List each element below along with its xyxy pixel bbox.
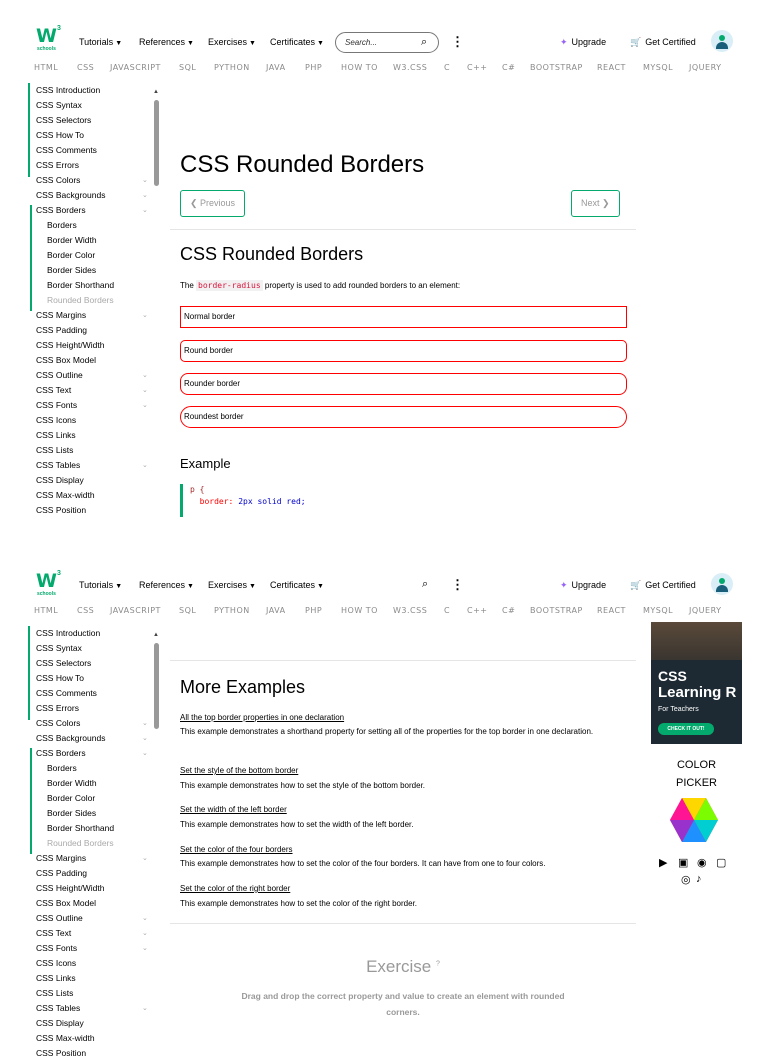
- example-link[interactable]: Set the style of the bottom border: [180, 766, 299, 775]
- sidebar-item[interactable]: CSS Height/Width: [36, 883, 105, 893]
- example-description: This example demonstrates how to set the color of the right border.: [180, 899, 418, 908]
- menu-certificates[interactable]: [270, 580, 324, 590]
- example-link[interactable]: Set the color of the four borders: [180, 845, 293, 854]
- example-title: Example: [180, 456, 231, 471]
- ad-banner[interactable]: [651, 622, 742, 744]
- get-certified-link[interactable]: [630, 37, 696, 48]
- sidebar-item[interactable]: CSS Syntax: [36, 100, 82, 110]
- sidebar-item[interactable]: CSS Syntax: [36, 643, 82, 653]
- sidebar-item[interactable]: CSS Padding: [36, 325, 88, 335]
- sidebar-item[interactable]: CSS Tables: [36, 1003, 81, 1013]
- screenshot-panel-top: [0, 0, 768, 517]
- sidebar-item[interactable]: CSS How To: [36, 130, 85, 140]
- logo-superscript: 3: [57, 570, 61, 577]
- get-certified-label: Get Certified: [645, 37, 696, 47]
- scroll-up-icon[interactable]: ▲: [153, 632, 159, 638]
- sidebar-item[interactable]: CSS Max-width: [36, 490, 95, 500]
- sparkle-icon: ✦: [560, 580, 568, 590]
- example-link[interactable]: Set the width of the left border: [180, 805, 287, 814]
- sidebar-item[interactable]: Rounded Borders: [47, 295, 114, 305]
- code-selector: p {: [190, 485, 205, 494]
- more-examples-title: More Examples: [180, 677, 306, 697]
- subnav-html[interactable]: HTML: [34, 606, 59, 615]
- language-subnav: [0, 60, 768, 77]
- divider: [170, 923, 636, 924]
- language-subnav: [0, 603, 768, 620]
- sidebar-item[interactable]: Border Shorthand: [47, 280, 115, 290]
- sidebar-item[interactable]: Border Color: [47, 793, 96, 803]
- color-picker-line2: PICKER: [676, 777, 717, 789]
- sidebar-item[interactable]: Border Color: [47, 250, 96, 260]
- sidebar-item[interactable]: CSS Errors: [36, 703, 79, 713]
- subnav-cpp[interactable]: C++: [467, 63, 488, 72]
- subnav-html[interactable]: HTML: [34, 63, 59, 72]
- caret-down-icon: ▼: [187, 583, 194, 590]
- intro-text-post: property is used to add rounded borders to an element:: [262, 281, 461, 290]
- subnav-jquery[interactable]: JQUERY: [689, 63, 722, 72]
- w3schools-logo[interactable]: [36, 570, 62, 599]
- more-options-icon[interactable]: ⋮: [451, 577, 464, 592]
- example-link[interactable]: Set the color of the right border: [180, 884, 291, 893]
- sidebar-item[interactable]: CSS Icons: [36, 415, 77, 425]
- sidebar-item[interactable]: CSS Text: [36, 928, 72, 938]
- subnav-javascript[interactable]: JAVASCRIPT: [110, 606, 161, 615]
- color-picker-label[interactable]: [651, 756, 742, 792]
- sidebar: [0, 623, 168, 1063]
- sidebar-item[interactable]: CSS Display: [36, 475, 84, 485]
- subnav-mysql[interactable]: MYSQL: [643, 63, 674, 72]
- search-icon[interactable]: ⌕: [421, 36, 428, 48]
- sidebar-item[interactable]: CSS Margins: [36, 310, 87, 320]
- sidebar-scrollbar[interactable]: [154, 100, 159, 186]
- menu-exercises-label: Exercises: [208, 580, 248, 590]
- sidebar-item[interactable]: CSS Fonts: [36, 400, 78, 410]
- sidebar-scrollbar[interactable]: [154, 643, 159, 729]
- color-picker-hexagon-icon[interactable]: [670, 798, 718, 842]
- menu-certificates-label: Certificates: [270, 580, 316, 590]
- search-placeholder: Search...: [345, 38, 378, 47]
- code-value: 2px solid red;: [238, 497, 306, 506]
- sidebar-item[interactable]: CSS Colors: [36, 718, 81, 728]
- sidebar-accent-bar: [30, 205, 32, 311]
- caret-down-icon: ▼: [115, 40, 123, 47]
- subnav-java[interactable]: JAVA: [266, 606, 286, 615]
- menu-references-label: References: [139, 580, 186, 590]
- sidebar-item[interactable]: CSS Lists: [36, 445, 74, 455]
- search-input[interactable]: [335, 32, 439, 53]
- menu-references-label: References: [139, 37, 186, 47]
- demo-roundest-border: Roundest border: [180, 406, 627, 428]
- linkedin-icon[interactable]: ▣: [678, 857, 689, 869]
- menu-exercises-label: Exercises: [208, 37, 248, 47]
- avatar-head: [719, 578, 725, 584]
- subnav-csharp[interactable]: C#: [502, 63, 516, 72]
- subnav-w3css[interactable]: W3.CSS: [393, 63, 428, 72]
- sidebar-item[interactable]: CSS Icons: [36, 958, 77, 968]
- top-navigation: [0, 543, 768, 601]
- ad-line2: Learning R: [658, 684, 737, 701]
- example-link[interactable]: All the top border properties in one declaration: [180, 713, 345, 722]
- subnav-c[interactable]: C: [444, 606, 451, 615]
- ad-cta-button[interactable]: CHECK IT OUT!: [658, 723, 714, 735]
- chevron-down-icon[interactable]: ⌄: [142, 855, 148, 862]
- logo-schools-text: schools: [37, 46, 56, 52]
- sidebar-item[interactable]: CSS How To: [36, 673, 85, 683]
- upgrade-link[interactable]: [560, 37, 606, 48]
- sidebar-item[interactable]: CSS Errors: [36, 160, 79, 170]
- menu-references[interactable]: [139, 37, 194, 47]
- chevron-down-icon[interactable]: ⌄: [142, 192, 148, 199]
- sidebar-item[interactable]: CSS Max-width: [36, 1033, 95, 1043]
- chevron-down-icon[interactable]: ⌄: [142, 915, 148, 922]
- subnav-mysql[interactable]: MYSQL: [643, 606, 674, 615]
- subnav-javascript[interactable]: JAVASCRIPT: [110, 63, 161, 72]
- sidebar: [0, 80, 168, 520]
- sidebar-accent-bar: [28, 626, 30, 720]
- sidebar-accent-bar: [28, 83, 30, 177]
- scroll-up-icon[interactable]: ▲: [153, 89, 159, 95]
- subnav-python[interactable]: PYTHON: [214, 606, 250, 615]
- sidebar-item[interactable]: CSS Box Model: [36, 355, 96, 365]
- chevron-down-icon[interactable]: ⌄: [142, 930, 148, 937]
- inline-code: border-radius: [198, 281, 261, 290]
- sidebar-item[interactable]: CSS Position: [36, 505, 87, 515]
- sidebar-item[interactable]: CSS Padding: [36, 868, 88, 878]
- avatar-head: [719, 35, 725, 41]
- sidebar-item[interactable]: CSS Tables: [36, 460, 81, 470]
- sidebar-item[interactable]: Border Sides: [47, 808, 97, 818]
- exercise-title-text: Exercise: [366, 957, 432, 976]
- chevron-down-icon[interactable]: ⌄: [142, 207, 148, 214]
- screenshot-panel-bottom: [0, 543, 768, 1058]
- subnav-react[interactable]: REACT: [597, 63, 626, 72]
- panel-gap: [0, 517, 768, 543]
- subnav-php[interactable]: PHP: [305, 606, 323, 615]
- instagram-icon[interactable]: ◎: [681, 874, 691, 886]
- exercise-instructions: Drag and drop the correct property and value to create an element with rounded corners.: [241, 991, 565, 1017]
- avatar-body: [716, 42, 728, 49]
- chevron-down-icon[interactable]: ⌄: [142, 720, 148, 727]
- sidebar-item[interactable]: CSS Box Model: [36, 898, 96, 908]
- demo-round-border: Round border: [180, 340, 627, 362]
- menu-tutorials[interactable]: [79, 580, 122, 590]
- caret-down-icon: ▼: [317, 40, 324, 47]
- caret-down-icon: ▼: [115, 583, 123, 590]
- caret-down-icon: ▼: [187, 40, 194, 47]
- subnav-jquery[interactable]: JQUERY: [689, 606, 722, 615]
- more-options-icon[interactable]: ⋮: [451, 34, 464, 49]
- sidebar-item[interactable]: Border Shorthand: [47, 823, 115, 833]
- chevron-down-icon[interactable]: ⌄: [142, 945, 148, 952]
- sidebar-item[interactable]: CSS Text: [36, 385, 72, 395]
- subnav-java[interactable]: JAVA: [266, 63, 286, 72]
- subnav-php[interactable]: PHP: [305, 63, 323, 72]
- sidebar-item[interactable]: CSS Position: [36, 1048, 87, 1058]
- subnav-c[interactable]: C: [444, 63, 451, 72]
- sidebar-item[interactable]: CSS Introduction: [36, 628, 101, 638]
- search-icon[interactable]: ⌕: [422, 578, 429, 590]
- chevron-down-icon[interactable]: ⌄: [142, 462, 148, 469]
- logo-letter: W: [36, 25, 55, 47]
- subnav-css[interactable]: CSS: [77, 606, 95, 615]
- demo-normal-border: Normal border: [180, 306, 627, 328]
- menu-exercises[interactable]: [208, 580, 256, 590]
- get-certified-label: Get Certified: [645, 580, 696, 590]
- subnav-bootstrap[interactable]: BOOTSTRAP: [530, 63, 583, 72]
- sidebar-item[interactable]: CSS Links: [36, 973, 76, 983]
- sidebar-item[interactable]: CSS Comments: [36, 145, 97, 155]
- chevron-down-icon[interactable]: ⌄: [142, 372, 148, 379]
- sidebar-item[interactable]: CSS Margins: [36, 853, 87, 863]
- demo-rounder-border: Rounder border: [180, 373, 627, 395]
- intro-text-pre: The: [180, 281, 197, 290]
- top-navigation: [0, 0, 768, 58]
- section-title: CSS Rounded Borders: [180, 244, 364, 264]
- chevron-down-icon[interactable]: ⌄: [142, 750, 148, 757]
- example-description: This example demonstrates how to set the style of the bottom border.: [180, 781, 426, 790]
- sidebar-item[interactable]: CSS Lists: [36, 988, 74, 998]
- intro-paragraph: [180, 281, 460, 290]
- divider: [170, 660, 636, 661]
- subnav-cpp[interactable]: C++: [467, 606, 488, 615]
- color-picker-line1: COLOR: [676, 759, 717, 771]
- ad-line3: For Teachers: [658, 706, 699, 713]
- logo-superscript: 3: [57, 25, 61, 32]
- upgrade-label: Upgrade: [571, 37, 607, 47]
- previous-button[interactable]: ❮ Previous: [180, 190, 245, 217]
- cart-icon: 🛒: [630, 580, 642, 590]
- sidebar-item[interactable]: Border Width: [47, 235, 97, 245]
- example-description: This example demonstrates a shorthand property for setting all of the properties for the top border in one declaration.: [180, 727, 594, 736]
- logo-schools-text: schools: [37, 591, 56, 597]
- sidebar-item[interactable]: CSS Outline: [36, 370, 83, 380]
- menu-certificates-label: Certificates: [270, 37, 316, 47]
- subnav-w3css[interactable]: W3.CSS: [393, 606, 428, 615]
- menu-tutorials-label: Tutorials: [79, 580, 114, 590]
- chevron-down-icon[interactable]: ⌄: [142, 387, 148, 394]
- example-description: This example demonstrates how to set the width of the left border.: [180, 820, 414, 829]
- menu-tutorials[interactable]: [79, 37, 122, 47]
- sidebar-item[interactable]: CSS Introduction: [36, 85, 101, 95]
- ad-line1: CSS: [658, 668, 687, 684]
- sidebar-item[interactable]: CSS Fonts: [36, 943, 78, 953]
- sparkle-icon: ✦: [560, 37, 568, 47]
- menu-references[interactable]: [139, 580, 194, 590]
- sidebar-item[interactable]: CSS Height/Width: [36, 340, 105, 350]
- sidebar-item[interactable]: Borders: [47, 763, 77, 773]
- sidebar-item[interactable]: CSS Selectors: [36, 115, 92, 125]
- subnav-bootstrap[interactable]: BOOTSTRAP: [530, 606, 583, 615]
- menu-exercises[interactable]: [208, 37, 256, 47]
- sidebar-item[interactable]: Border Sides: [47, 265, 97, 275]
- subnav-sql[interactable]: SQL: [179, 606, 197, 615]
- sidebar-item[interactable]: CSS Display: [36, 1018, 84, 1028]
- cart-icon: 🛒: [630, 37, 642, 47]
- subnav-python[interactable]: PYTHON: [214, 63, 250, 72]
- sidebar-accent-bar: [30, 748, 32, 854]
- discord-icon[interactable]: ◉: [697, 857, 707, 869]
- chevron-down-icon[interactable]: ⌄: [142, 735, 148, 742]
- w3schools-logo[interactable]: [36, 25, 62, 54]
- sidebar-item[interactable]: CSS Comments: [36, 688, 97, 698]
- facebook-icon[interactable]: ▢: [716, 857, 727, 869]
- subnav-sql[interactable]: SQL: [179, 63, 197, 72]
- menu-tutorials-label: Tutorials: [79, 37, 114, 47]
- avatar-body: [716, 585, 728, 592]
- next-button[interactable]: Next ❯: [571, 190, 620, 217]
- chevron-down-icon[interactable]: ⌄: [142, 1005, 148, 1012]
- sidebar-item[interactable]: Rounded Borders: [47, 838, 114, 848]
- sidebar-item[interactable]: CSS Backgrounds: [36, 190, 106, 200]
- avatar[interactable]: [711, 30, 733, 52]
- get-certified-link[interactable]: [630, 580, 696, 591]
- sidebar-item[interactable]: CSS Selectors: [36, 658, 92, 668]
- code-property: border:: [199, 497, 234, 506]
- divider: [170, 229, 636, 230]
- ad-photo: [651, 622, 742, 660]
- sidebar-item[interactable]: CSS Borders: [36, 205, 86, 215]
- help-icon[interactable]: ?: [436, 960, 440, 968]
- upgrade-link[interactable]: [560, 580, 606, 591]
- chevron-down-icon[interactable]: ⌄: [142, 312, 148, 319]
- subnav-howto[interactable]: HOW TO: [341, 63, 378, 72]
- subnav-css[interactable]: CSS: [77, 63, 95, 72]
- sidebar-item[interactable]: Borders: [47, 220, 77, 230]
- logo-letter: W: [36, 570, 55, 592]
- example-description: This example demonstrates how to set the color of the four borders. It can have from one to four colors.: [180, 859, 546, 868]
- sidebar-item[interactable]: Border Width: [47, 778, 97, 788]
- sidebar-item[interactable]: CSS Backgrounds: [36, 733, 106, 743]
- menu-certificates[interactable]: [270, 37, 324, 47]
- tiktok-icon[interactable]: ♪: [696, 873, 702, 885]
- chevron-down-icon[interactable]: ⌄: [142, 402, 148, 409]
- sidebar-item[interactable]: CSS Outline: [36, 913, 83, 923]
- upgrade-label: Upgrade: [571, 580, 607, 590]
- caret-down-icon: ▼: [317, 583, 324, 590]
- subnav-react[interactable]: REACT: [597, 606, 626, 615]
- youtube-icon[interactable]: ▶: [659, 857, 668, 869]
- sidebar-item[interactable]: CSS Borders: [36, 748, 86, 758]
- caret-down-icon: ▼: [249, 583, 256, 590]
- sidebar-item[interactable]: CSS Colors: [36, 175, 81, 185]
- page-title: CSS Rounded Borders: [180, 151, 425, 178]
- subnav-csharp[interactable]: C#: [502, 606, 516, 615]
- caret-down-icon: ▼: [249, 40, 256, 47]
- subnav-howto[interactable]: HOW TO: [341, 606, 378, 615]
- exercise-title: [170, 957, 636, 977]
- avatar[interactable]: [711, 573, 733, 595]
- chevron-down-icon[interactable]: ⌄: [142, 177, 148, 184]
- sidebar-item[interactable]: CSS Links: [36, 430, 76, 440]
